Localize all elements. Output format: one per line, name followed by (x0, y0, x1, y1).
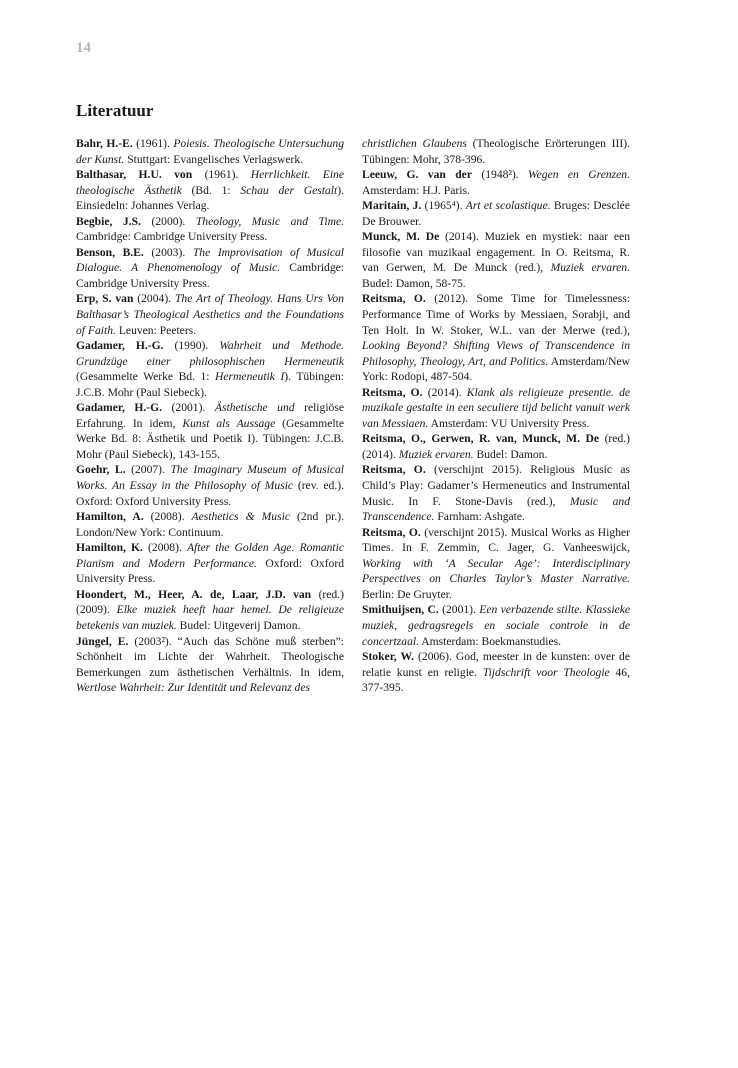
entry-title: Ästhetische und (214, 401, 295, 415)
entry-text: ). Einsiedeln: Johannes Verlag. (76, 183, 344, 213)
entry-text: Berlin: De Gruyter. (362, 587, 452, 601)
entry-text: (1990). (163, 339, 220, 353)
entry-title: Art et scolastique. (465, 199, 551, 213)
entry-title: Kunst als Aussage (182, 416, 276, 430)
entry-author: Leeuw, G. van der (362, 168, 472, 182)
entry-title: The Imaginary Museum of Musical Works. An Essay in the Philosophy of Music (76, 463, 345, 493)
entry-title: Wegen en Grenzen. (528, 168, 630, 182)
entry-title: Theology, Music and Time. (195, 214, 344, 228)
entry-author: Smithuijsen, C. (362, 603, 439, 617)
entry-text: (2003). (143, 245, 193, 259)
entry-text: Budel: Damon. (473, 447, 548, 461)
entry-author: Hamilton, A. (76, 510, 144, 524)
entry-author: Hamilton, K. (76, 541, 143, 555)
entry-text: religiöse Erfahrung. In idem, (76, 401, 345, 430)
bibliography-entry (76, 634, 344, 696)
bibliography-entry (76, 540, 344, 587)
entry-author: Gadamer, H.-G. (76, 339, 164, 353)
entry-title: Elke muziek heeft haar hemel. De religieuze betekenis van muziek. (76, 603, 344, 632)
entry-title: Looking Beyond? Shifting Views of Transcendence in Philosophy, Theology, Art, and Politics. (362, 339, 630, 368)
entry-text: (red.) (2009). (76, 587, 344, 617)
bibliography-entry (362, 198, 630, 229)
entry-text: (1961). (192, 168, 251, 182)
entry-author: Stoker, W. (362, 650, 414, 664)
entry-author: Reitsma, O. (362, 385, 423, 399)
bibliography-column-left (76, 136, 344, 696)
entry-author: Reitsma, O. (362, 463, 426, 477)
entry-author: Hoondert, M., Heer, A. de, Laar, J.D. van (76, 587, 312, 601)
entry-title: Schau der Gestalt (240, 183, 338, 197)
entry-author: Maritain, J. (362, 199, 422, 213)
entry-text: Leuven: Peeters. (115, 323, 197, 337)
entry-title: Klank als religieuze presentie. de muzikale gestalte in een seculiere tijd belicht vanuit werk van Messiaen. (362, 385, 631, 430)
entry-text: (1948²). (471, 168, 529, 182)
entry-text: (2007). (125, 463, 171, 477)
entry-text: (1965⁴). (421, 199, 466, 213)
entry-text: (rev. ed.). Oxford: Oxford University Press. (76, 479, 344, 508)
entry-title: Tijdschrift voor Theologie (482, 665, 610, 679)
entry-text: (verschijnt 2015). Religious Music as Child’s Play: Gadamer’s Hermeneutics and Instrumental Music. In F. Stone-Davis (red.), (362, 463, 630, 508)
entry-title: Muziek ervaren. (398, 447, 474, 461)
entry-title: christlichen Glaubens (362, 137, 467, 150)
entry-title: Aesthetics & Music (191, 510, 290, 524)
entry-text: (2008). (143, 510, 192, 524)
bibliography-entry (362, 291, 630, 384)
bibliography-entry (76, 291, 344, 338)
bibliography-entry (76, 136, 344, 167)
entry-title: Poiesis. Theologische Untersuchung der Kunst. (76, 137, 344, 166)
entry-text: (verschijnt 2015). Musical Works as Higher Times. In F. Zemmin, C. Jager, G. Vanheeswijck, (362, 525, 630, 555)
bibliography-entry (362, 229, 630, 291)
bibliography-entry (76, 167, 344, 214)
bibliography-entry (76, 338, 344, 400)
entry-text: Amsterdam: VU University Press. (428, 416, 590, 430)
bibliography-entry (362, 462, 630, 524)
bibliography-entry (362, 385, 630, 432)
entry-text: (2004). (133, 292, 175, 306)
bibliography-entry (362, 167, 630, 198)
entry-text: Budel: Damon, 58-75. (362, 276, 466, 290)
entry-text: (1961). (132, 137, 174, 150)
entry-text: (Gesammelte Werke Bd. 8: Ästhetik und Poetik I). Tübingen: J.C.B. Mohr (Paul Siebeck), 143-155. (76, 416, 344, 461)
entry-title: After the Golden Age. Romantic Pianism and Modern Performance. (76, 541, 345, 570)
entry-text: (2000). (140, 214, 196, 228)
entry-text: (red.) (2014). (362, 432, 630, 461)
entry-title: Muziek ervaren. (550, 261, 630, 275)
entry-title: Music and Transcendence. (362, 494, 630, 524)
bibliography-entry (362, 602, 630, 649)
entry-title: Hermeneutik I (215, 370, 285, 384)
entry-text: (2014). (422, 385, 467, 399)
bibliography-entry (76, 509, 344, 540)
entry-author: Munck, M. De (362, 230, 440, 244)
entry-author: Begbie, J.S. (76, 214, 141, 228)
entry-text: Cambridge: Cambridge University Press. (76, 230, 268, 244)
entry-text: ). Tübingen: J.C.B. Mohr (Paul Siebeck). (76, 370, 344, 399)
entry-title: Herrlichkeit. Eine theologische Ästhetik (76, 168, 344, 197)
entry-text: (2012). Some Time for Timelessness: Performance Time of Works by Messiaen, Sorabji, and Ten Holt. In W. Stoker, W.L. van der Merwe (red.), (362, 292, 631, 337)
entry-text: (2008). (142, 541, 187, 555)
entry-author: Jüngel, E. (76, 634, 129, 648)
entry-author: Goehr, L. (76, 463, 126, 477)
entry-text: Budel: Uitgeverij Damon. (176, 618, 301, 632)
entry-title: The Improvisation of Musical Dialogue. A Phenomenology of Music. (76, 245, 344, 275)
entry-author: Balthasar, H.U. von (76, 168, 193, 182)
entry-author: Reitsma, O. (362, 292, 426, 306)
entry-text: Bruges: Desclée De Brouwer. (362, 199, 630, 228)
entry-title: The Art of Theology. Hans Urs Von Balthasar’s Theological Aesthetics and the Foundations of Faith. (76, 292, 344, 337)
bibliography-entry (362, 431, 630, 462)
entry-title: Working with ‘A Secular Age’: Interdisciplinary Perspectives on Charles Taylor’s Master Narrative. (362, 556, 630, 586)
entry-text: (Theologische Erörterungen III). Tübingen: Mohr, 378-396. (362, 137, 630, 166)
bibliography-entry (362, 649, 630, 696)
page-number: 14 (76, 40, 91, 56)
bibliography-entry (76, 400, 344, 462)
entry-author: Benson, B.E. (76, 245, 144, 259)
entry-text: (2001). (438, 603, 480, 617)
entry-text: (2001). (162, 401, 215, 415)
page-title: Literatuur (76, 101, 154, 120)
entry-text: (2006). God, meester in de kunsten: over de relatie kunst en religie. (362, 650, 631, 679)
entry-text: 46, 377-395. (362, 665, 631, 695)
bibliography-entry (76, 245, 344, 292)
bibliography-entry (362, 525, 630, 603)
entry-text: Amsterdam/New York: Rodopi, 487-504. (362, 354, 630, 384)
entry-text: Cambridge: Cambridge University Press. (76, 261, 344, 290)
entry-text: (Gesammelte Werke Bd. 1: (76, 370, 216, 384)
entry-text: Stuttgart: Evangelisches Verlagswerk. (124, 152, 304, 166)
entry-text: (2003²). “Auch das Schöne muß sterben”: Schönheit im Lichte der Wahrheit. Theologische Bemerkungen zum ästhetischen Verhältnis. In idem, (76, 634, 344, 679)
entry-author: Bahr, H.-E. (76, 137, 133, 150)
entry-title: Wertlose Wahrheit: Zur Identität und Relevanz des (76, 681, 311, 695)
entry-text: (2014). Muziek en mystiek: naar een filosofie van muzikaal engagement. In O. Reitsma, R. van Gerwen, M. De Munck (red.), (362, 230, 630, 275)
entry-title: Een verbazende stilte. Klassieke muziek, gedragsregels en sociale controle in de concertzaal. (362, 603, 631, 648)
entry-author: Reitsma, O., Gerwen, R. van, Munck, M. De (362, 432, 600, 446)
bibliography-column-right (362, 136, 630, 696)
bibliography-entry (76, 587, 344, 634)
bibliography-entry (76, 214, 344, 245)
entry-author: Erp, S. van (76, 292, 134, 306)
entry-author: Gadamer, H.-G. (76, 401, 163, 415)
entry-text: Farnham: Ashgate. (434, 510, 525, 524)
bibliography-entry (76, 462, 344, 509)
entry-text: Oxford: Oxford University Press. (76, 556, 344, 586)
entry-text: Amsterdam: Boekmanstudies. (419, 634, 562, 648)
entry-title: Wahrheit und Methode. Grundzüge einer philosophischen Hermeneutik (76, 339, 345, 368)
entry-text: (2nd pr.). London/New York: Continuum. (76, 510, 344, 539)
entry-text: Amsterdam: H.J. Paris. (362, 183, 470, 197)
bibliography-entry-continued (362, 136, 630, 167)
entry-author: Reitsma, O. (362, 525, 421, 539)
entry-text: (Bd. 1: (181, 183, 241, 197)
